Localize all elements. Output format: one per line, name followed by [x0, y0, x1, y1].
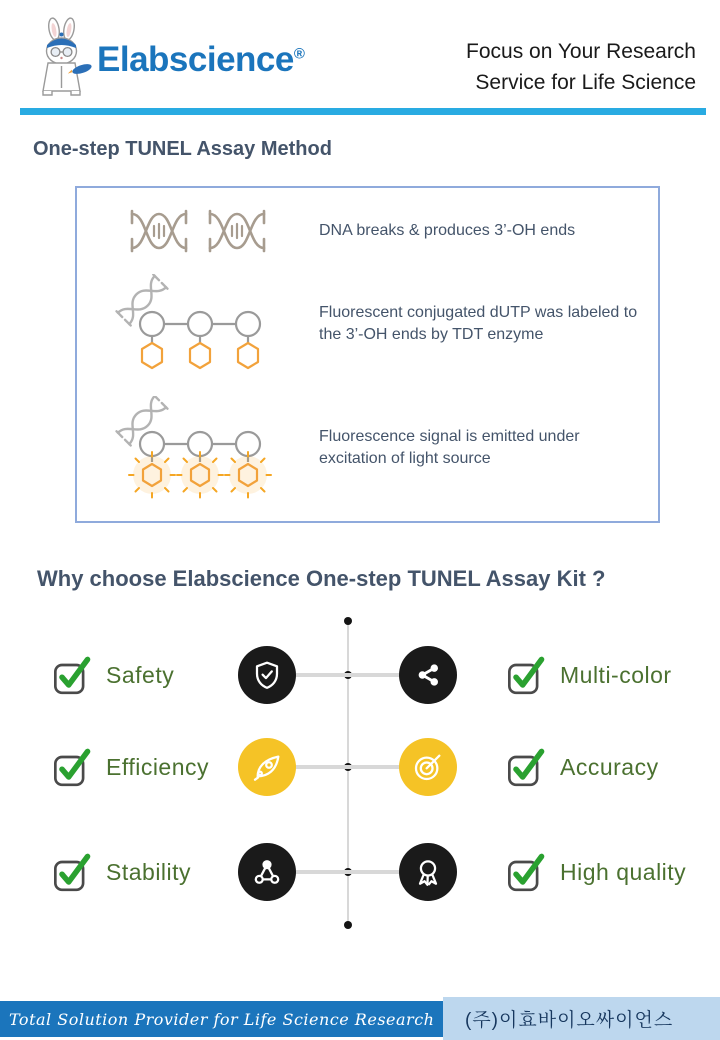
method-section-title: One-step TUNEL Assay Method: [33, 138, 332, 160]
method-step-2-text: Fluorescent conjugated dUTP was labeled to the 3’-OH ends by TDT enzyme: [319, 304, 638, 344]
feature-safety: [52, 653, 174, 697]
feature-multi-color: [506, 653, 672, 697]
award-medal-icon: [399, 843, 457, 901]
method-step-2: [77, 274, 658, 374]
feature-label: Safety: [106, 661, 175, 688]
target-icon: [399, 738, 457, 796]
why-section-title: Why choose Elabscience One-step TUNEL Assay Kit ?: [37, 566, 606, 591]
checkbox-check-icon: [506, 655, 546, 695]
footer-company-name: (주)이효바이오싸이언스: [465, 1010, 674, 1031]
timeline-dot: [344, 617, 352, 625]
header-divider-rule: [20, 108, 706, 115]
dna-breaks-icon: [77, 209, 319, 253]
feature-label: Efficiency: [106, 753, 210, 780]
timeline-spine: [347, 621, 349, 925]
feature-label: Accuracy: [560, 753, 659, 780]
feature-label: Multi-color: [560, 661, 672, 688]
checkbox-check-icon: [52, 852, 92, 892]
checkbox-check-icon: [52, 655, 92, 695]
tagline-line-2: Service for Life Science: [475, 71, 696, 94]
feature-label: High quality: [560, 858, 687, 885]
tagline-line-1: Focus on Your Research: [466, 40, 696, 63]
header-tagline: [466, 36, 696, 98]
method-step-1: [77, 209, 658, 253]
timeline-dot: [344, 921, 352, 929]
checkbox-check-icon: [506, 747, 546, 787]
footer-slogan-text: Total Solution Provider for Life Science Research: [9, 1009, 435, 1029]
method-step-1-text: DNA breaks & produces 3’-OH ends: [319, 221, 576, 239]
checkbox-check-icon: [52, 747, 92, 787]
molecule-icon: [238, 843, 296, 901]
dutp-labeling-icon: [77, 274, 319, 374]
footer-slogan-bar: [0, 1001, 443, 1037]
method-steps-box: [75, 186, 660, 523]
fluorescence-emission-icon: [77, 396, 319, 500]
elabscience-mascot-logo: [30, 16, 94, 100]
feature-efficiency: [52, 745, 209, 789]
feature-label: Stability: [106, 858, 192, 885]
share-network-icon: [399, 646, 457, 704]
method-step-3-text: Fluorescence signal is emitted under excitation of light source: [319, 427, 580, 468]
feature-high-quality: [506, 850, 686, 894]
rocket-icon: [238, 738, 296, 796]
feature-accuracy: [506, 745, 659, 789]
feature-stability: [52, 850, 191, 894]
method-step-3: [77, 396, 658, 500]
checkbox-check-icon: [506, 852, 546, 892]
footer-company-box: [443, 997, 720, 1040]
logo-wordmark: Elabscience®: [97, 40, 305, 79]
registered-mark: ®: [293, 45, 305, 63]
shield-check-icon: [238, 646, 296, 704]
